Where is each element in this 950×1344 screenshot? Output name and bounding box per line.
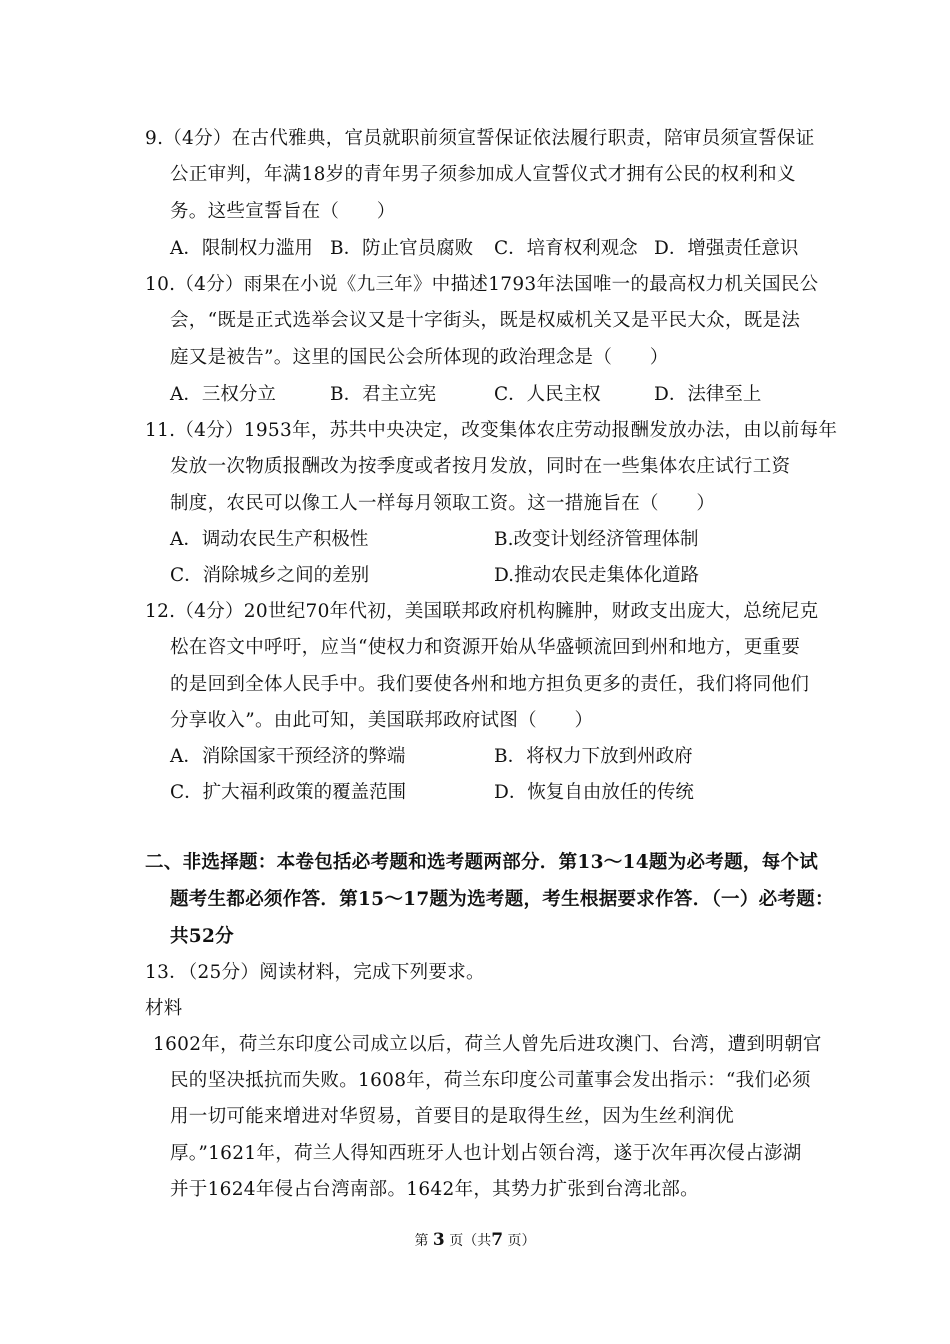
q9-option-b: B．防止官员腐败	[330, 238, 474, 259]
q13-material-line-5: 并于1624年侵占台湾南部。1642年，其势力扩张到台湾北部。	[170, 1179, 699, 1200]
section2-heading-line-1: 二、非选择题：本卷包括必考题和选考题两部分．第13～14题为必考题，每个试	[145, 852, 819, 873]
q10-option-d: D．法律至上	[654, 384, 762, 405]
section2-heading-line-2: 题考生都必须作答．第15～17题为选考题，考生根据要求作答．（一）必考题：	[170, 889, 834, 910]
q10-option-c: C．人民主权	[494, 384, 601, 405]
page-footer	[0, 1230, 950, 1250]
q9-option-c: C．培育权利观念	[494, 238, 638, 259]
q13-material-line-4: 厚。”1621年，荷兰人得知西班牙人也计划占领台湾，遂于次年再次侵占澎湖	[170, 1143, 802, 1164]
q11-option-d: D.推动农民走集体化道路	[494, 565, 700, 586]
footer-page-number: 3	[432, 1230, 445, 1250]
q9-option-d: D．增强责任意识	[654, 238, 799, 259]
q11-line-1: 11.（4分）1953年，苏共中央决定，改变集体农庄劳动报酬发放办法，由以前每年	[145, 420, 838, 441]
q10-line-3: 庭又是被告”。这里的国民公会所体现的政治理念是（ ）	[170, 347, 669, 368]
q13-material-line-1: 1602年，荷兰东印度公司成立以后，荷兰人曾先后进攻澳门、台湾，遭到明朝官	[153, 1034, 822, 1055]
q11-option-a: A．调动农民生产积极性	[170, 529, 369, 550]
q10-option-a: A．三权分立	[170, 384, 276, 405]
q11-line-3: 制度，农民可以像工人一样每月领取工资。这一措施旨在（ ）	[170, 493, 716, 514]
footer-suffix: 页）	[507, 1233, 536, 1249]
q11-option-c: C．消除城乡之间的差别	[170, 565, 370, 586]
q13-title: 13．（25分）阅读材料，完成下列要求。	[145, 962, 485, 983]
q12-option-c: C．扩大福利政策的覆盖范围	[170, 782, 407, 803]
footer-prefix: 第	[414, 1233, 429, 1249]
q13-material-line-2: 民的坚决抵抗而失败。1608年，荷兰东印度公司董事会发出指示：“我们必须	[170, 1070, 811, 1091]
q12-line-3: 的是回到全体人民手中。我们要使各州和地方担负更多的责任，我们将同他们	[170, 674, 810, 695]
q13-material-label: 材料	[145, 998, 183, 1019]
q12-option-b: B．将权力下放到州政府	[494, 746, 693, 767]
q12-option-d: D．恢复自由放任的传统	[494, 782, 694, 803]
q11-line-2: 发放一次物质报酬改为按季度或者按月发放，同时在一些集体农庄试行工资	[170, 456, 791, 477]
q13-material-line-3: 用一切可能来增进对华贸易，首要目的是取得生丝，因为生丝利润优	[170, 1106, 735, 1127]
footer-middle: 页（共	[449, 1233, 492, 1249]
section2-heading-line-3: 共52分	[170, 926, 234, 947]
q12-line-2: 松在咨文中呼吁，应当“使权力和资源开始从华盛顿流回到州和地方，更重要	[170, 637, 801, 658]
footer-total-pages: 7	[491, 1230, 504, 1250]
q9-line-2: 公正审判，年满18岁的青年男子须参加成人宣誓仪式才拥有公民的权利和义	[170, 164, 796, 185]
q11-option-b: B.改变计划经济管理体制	[494, 529, 699, 550]
q10-option-b: B．君主立宪	[330, 384, 437, 405]
q10-line-1: 10.（4分）雨果在小说《九三年》中描述1793年法国唯一的最高权力机关国民公	[145, 274, 819, 295]
q10-line-2: 会，“既是正式选举会议又是十字街头，既是权威机关又是平民大众，既是法	[170, 310, 801, 331]
q9-option-a: A．限制权力滥用	[170, 238, 313, 259]
q9-line-3: 务。这些宣誓旨在（ ）	[170, 201, 396, 222]
q12-line-4: 分享收入”。由此可知，美国联邦政府试图（ ）	[170, 710, 594, 731]
q9-line-1: 9.（4分）在古代雅典，官员就职前须宣誓保证依法履行职责，陪审员须宣誓保证	[145, 128, 815, 149]
q12-line-1: 12.（4分）20世纪70年代初，美国联邦政府机构臃肿，财政支出庞大，总统尼克	[145, 601, 819, 622]
q12-option-a: A．消除国家干预经济的弊端	[170, 746, 406, 767]
